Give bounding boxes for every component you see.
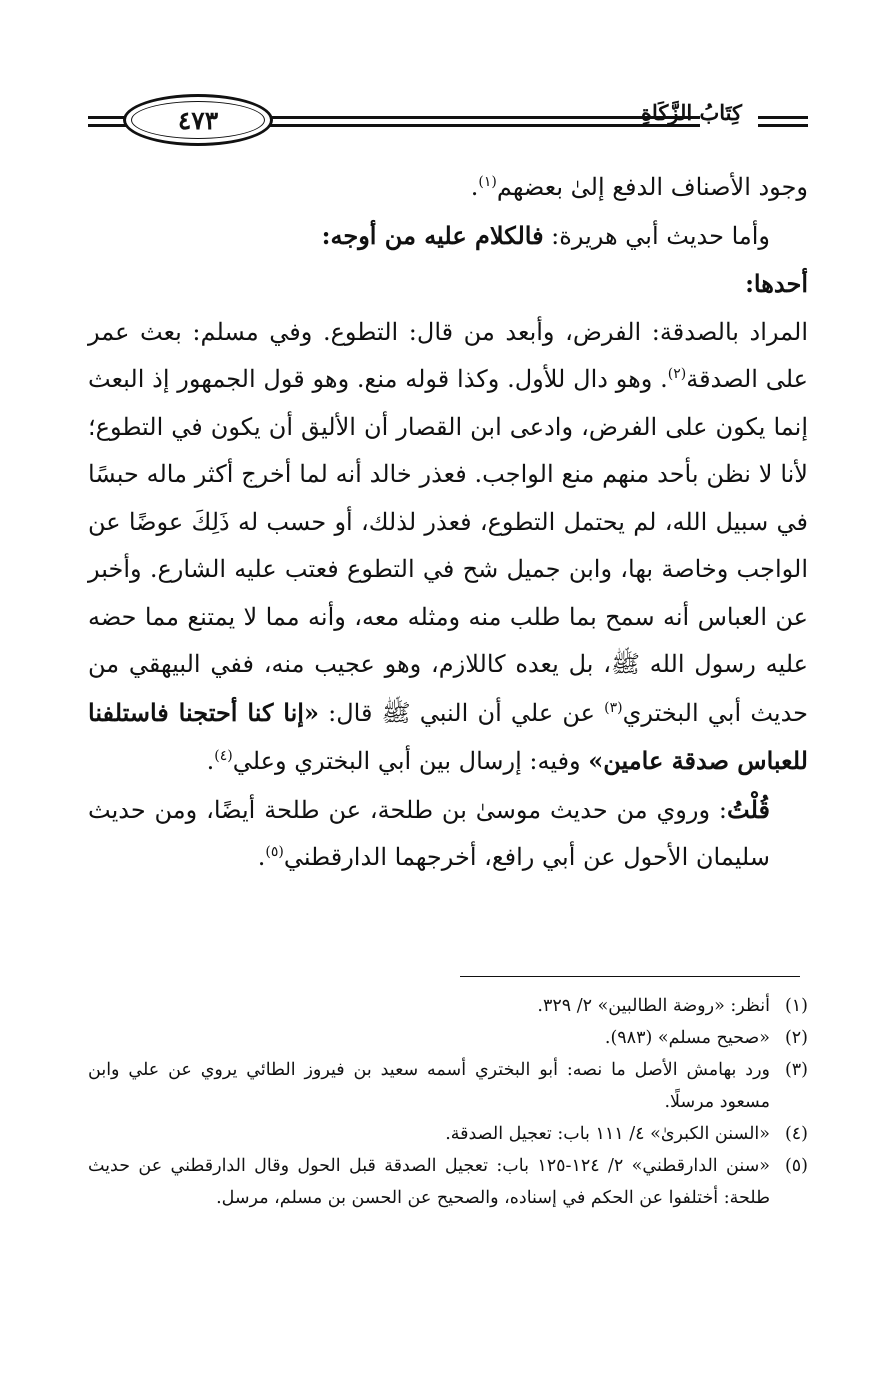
page-number: ٤٧٣ [177, 105, 219, 135]
footnote-ref-4: (٤) [214, 748, 233, 764]
text-segment: وفيه: إرسال بين أبي البختري وعلي [232, 747, 589, 775]
footnote-item [88, 1022, 808, 1054]
footnote-ref-2: (٢) [667, 366, 687, 382]
footnote-separator [460, 976, 800, 977]
footnote-number: (١) [784, 996, 808, 1016]
text-segment: وأما حديث أبي هريرة: [543, 221, 770, 250]
paragraph-intro: وجود الأصناف الدفع إلىٰ بعضهم$^{(١)}$. [470, 173, 808, 201]
text-segment: عن علي أن النبي ﷺ قال: [318, 698, 605, 727]
footnotes [88, 990, 808, 1214]
book-title: كِتَابُ الزَّكَاةِ [640, 100, 742, 125]
section-heading: أحدها: [745, 269, 808, 298]
header-rule-right-bottom [758, 124, 808, 127]
footnote-text: أنظر: «روضة الطالبين» ٢/ ٣٢٩. [537, 996, 770, 1016]
footnote-number: (٣) [784, 1060, 808, 1080]
footnote-item [88, 1118, 808, 1150]
footnote-number: (٢) [784, 1028, 808, 1048]
section-label [88, 260, 808, 309]
text-segment: . [206, 747, 215, 775]
bold-heading: فالكلام عليه من أوجه: [321, 220, 544, 250]
hadith-quote: «إنا كنا أحتجنا فاستلفنا للعباس صدقة عامين» [88, 697, 808, 775]
text-segment: المراد بالصدقة: الفرض، وأبعد من قال: التطوع. وفي مسلم: بعث عمر على الصدقة [88, 317, 808, 393]
header-rule-left-top [88, 116, 126, 119]
paragraph-heading [88, 212, 808, 261]
footnote-number: (٥) [784, 1156, 808, 1176]
text-segment: . وهو دال للأول. وكذا قوله منع. وهو قول الجمهور إذ البعث إنما يكون على الفرض، وادعى ابن القصار أن الأليق أن يكون في التطوع؛ لأنا لا نظن بأحد منهم منع الواجب. فعذر خالد أنه لما أخرج أكثر ماله حبسًا في سبيل الله، لم يحتمل التطوع، فعذر لذلك، أو حسب له ذَلِكَ عوضًا عن الواجب وخاصة بها، وابن جميل شح في التطوع فعتب عليه الشارع. وأخبر عن العباس أنه سمح بما طلب منه ومثله معه، وأنه مما لا يمتنع مما حضه عليه رسول الله ﷺ، بل يعده كاللازم، وهو عجيب منه، ففي البيهقي من حديث أبي البختري [88, 365, 809, 727]
text-segment: . [257, 843, 266, 871]
header-rule-middle-top [270, 116, 700, 119]
footnote-ref-1: (١) [478, 174, 497, 190]
paragraph-main [88, 309, 808, 786]
header-rule-middle-bottom [270, 124, 700, 127]
header-rule-left-bottom [88, 124, 126, 127]
footnote-item [88, 1150, 808, 1214]
footnote-text: «سنن الدارقطني» ٢/ ١٢٤-١٢٥ باب: تعجيل الصدقة قبل الحول وقال الدارقطني عن حديث طلحة: أختلفوا عن الحكم في إسناده، والصحيح عن الحسن بن مسلم، مرسل. [88, 1156, 770, 1208]
page-number-medallion [123, 94, 273, 146]
footnote-item [88, 1054, 808, 1118]
footnote-ref-5: (٥) [265, 844, 284, 860]
footnote-number: (٤) [784, 1124, 808, 1144]
header-rule-right-top [758, 116, 808, 119]
footnote-text: ورد بهامش الأصل ما نصه: أبو البختري أسمه سعيد بن فيروز الطائي يروي عن علي وابن مسعود مرسلًا. [88, 1060, 770, 1112]
text-segment: وجود الأصناف الدفع إلىٰ بعضهم [496, 173, 808, 201]
footnote-text: «السنن الكبرىٰ» ٤/ ١١١ باب: تعجيل الصدقة. [445, 1124, 770, 1144]
paragraph-qultu [88, 786, 808, 882]
footnote-ref-3: (٣) [604, 699, 623, 716]
qultu-label: قُلْتُ [727, 794, 770, 824]
main-text [88, 164, 808, 882]
footnote-item [88, 990, 808, 1022]
footnote-text: «صحيح مسلم» (٩٨٣). [604, 1028, 770, 1048]
page-header [88, 88, 808, 160]
text-segment: : وروي من حديث موسىٰ بن طلحة، عن طلحة أيضًا، ومن حديث سليمان الأحول عن أبي رافع، أخرجهما الدارقطني [88, 795, 770, 871]
